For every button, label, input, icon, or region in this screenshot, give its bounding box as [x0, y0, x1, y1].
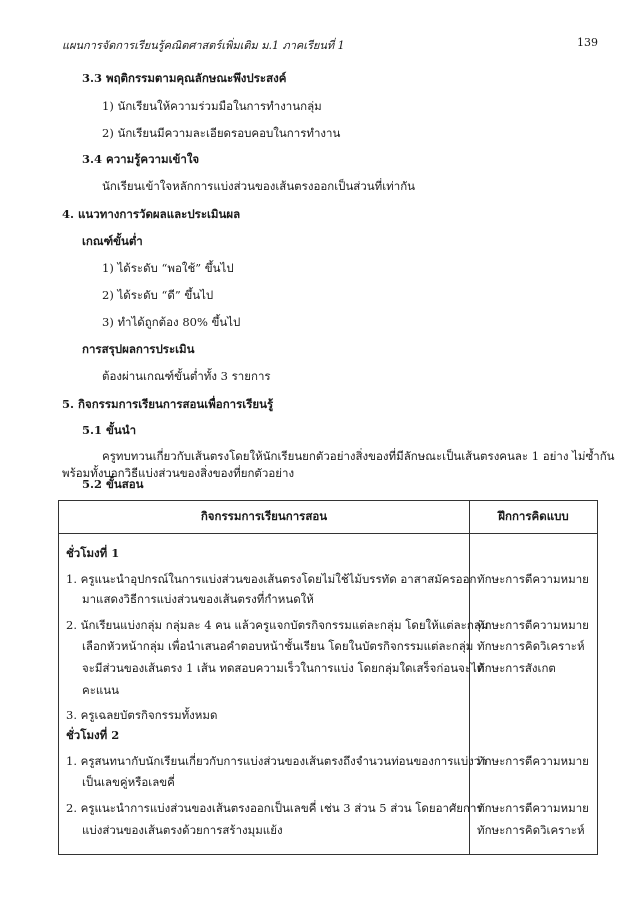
activity-line: 1. ครูแนะนำอุปกรณ์ในการแบ่งส่วนของเส้นตรงโดยไม่ใช้ไม้บรรทัด อาสาสมัครออก — [66, 572, 477, 586]
section-4-heading: 4. แนวทางการวัดผลและประเมินผล — [62, 207, 241, 221]
activity-table — [58, 500, 598, 855]
thinking-skill: ทักษะการคิดวิเคราะห์ — [477, 823, 585, 837]
list-item: 3) ทำได้ถูกต้อง 80% ขึ้นไป — [102, 315, 241, 329]
activity-line: เลือกหัวหน้ากลุ่ม เพื่อนำเสนอคำตอบหน้าชั้นเรียน โดยในบัตรกิจกรรมแต่ละกลุ่ม — [82, 639, 474, 653]
section-3-3-heading: 3.3 พฤติกรรมตามคุณลักษณะพึงประสงค์ — [82, 71, 287, 85]
thinking-skill: ทักษะการตีความหมาย — [477, 801, 589, 815]
activity-line: จะมีส่วนของเส้นตรง 1 เส้น ทดสอบความเร็วในการแบ่ง โดยกลุ่มใดเสร็จก่อนจะได้ — [82, 661, 485, 675]
column-header: กิจกรรมการเรียนการสอน — [59, 501, 470, 534]
activity-line: มาแสดงวิธีการแบ่งส่วนของเส้นตรงที่กำหนดให้ — [82, 592, 314, 606]
criteria-heading: เกณฑ์ขั้นต่ำ — [82, 234, 143, 248]
activity-line: แบ่งส่วนของเส้นตรงด้วยการสร้างมุมแย้ง — [82, 823, 283, 837]
section-5-1-heading: 5.1 ขั้นนำ — [82, 423, 137, 437]
section-3-4-heading: 3.4 ความรู้ความเข้าใจ — [82, 152, 200, 166]
thinking-skill: ทักษะการตีความหมาย — [477, 754, 589, 768]
page-number: 139 — [577, 36, 598, 49]
activity-line: 3. ครูเฉลยบัตรกิจกรรมทั้งหมด — [66, 708, 218, 722]
section-5-2-heading: 5.2 ขั้นสอน — [82, 477, 144, 491]
thinking-skill: ทักษะการตีความหมาย — [477, 572, 589, 586]
thinking-skill: ทักษะการสังเกต — [477, 661, 556, 675]
paragraph: ครูทบทวนเกี่ยวกับเส้นตรงโดยให้นักเรียนยกตัวอย่างสิ่งของที่มีลักษณะเป็นเส้นตรงคนละ 1 อย่าง ไม่ซ้ำกัน — [102, 449, 615, 463]
activity-line: 1. ครูสนทนากับนักเรียนเกี่ยวกับการแบ่งส่วนของเส้นตรงถึงจำนวนท่อนของการแบ่งว่า — [66, 754, 487, 768]
list-item: 1) นักเรียนให้ความร่วมมือในการทำงานกลุ่ม — [102, 99, 322, 113]
activity-line: 2. นักเรียนแบ่งกลุ่ม กลุ่มละ 4 คน แล้วครูแจกบัตรกิจกรรมแต่ละกลุ่ม โดยให้แต่ละกลุ่ม — [66, 618, 489, 632]
paragraph: นักเรียนเข้าใจหลักการแบ่งส่วนของเส้นตรงออกเป็นส่วนที่เท่ากัน — [102, 179, 416, 193]
column-header: ฝึกการคิดแบบ — [470, 501, 598, 534]
thinking-skill: ทักษะการตีความหมาย — [477, 618, 589, 632]
activity-line: 2. ครูแนะนำการแบ่งส่วนของเส้นตรงออกเป็นเลขคี่ เช่น 3 ส่วน 5 ส่วน โดยอาศัยการ — [66, 801, 483, 815]
activity-line: คะแนน — [82, 683, 120, 697]
list-item: 1) ได้ระดับ “พอใช้” ขึ้นไป — [102, 261, 234, 275]
thinking-skill: ทักษะการคิดวิเคราะห์ — [477, 639, 585, 653]
summary-heading: การสรุปผลการประเมิน — [82, 342, 195, 356]
section-5-heading: 5. กิจกรรมการเรียนการสอนเพื่อการเรียนรู้ — [62, 397, 274, 411]
activity-line: เป็นเลขคู่หรือเลขคี่ — [82, 775, 175, 789]
running-header: แผนการจัดการเรียนรู้คณิตศาสตร์เพิ่มเติม ม.1 ภาคเรียนที่ 1 — [62, 39, 345, 52]
paragraph: ต้องผ่านเกณฑ์ขั้นต่ำทั้ง 3 รายการ — [102, 369, 271, 383]
hour-heading: ชั่วโมงที่ 2 — [66, 728, 120, 742]
hour-heading: ชั่วโมงที่ 1 — [66, 546, 120, 560]
paragraph: พร้อมทั้งบอกวิธีแบ่งส่วนของสิ่งของที่ยกตัวอย่าง — [62, 466, 295, 480]
list-item: 2) ได้ระดับ “ดี” ขึ้นไป — [102, 288, 214, 302]
list-item: 2) นักเรียนมีความละเอียดรอบคอบในการทำงาน — [102, 126, 341, 140]
